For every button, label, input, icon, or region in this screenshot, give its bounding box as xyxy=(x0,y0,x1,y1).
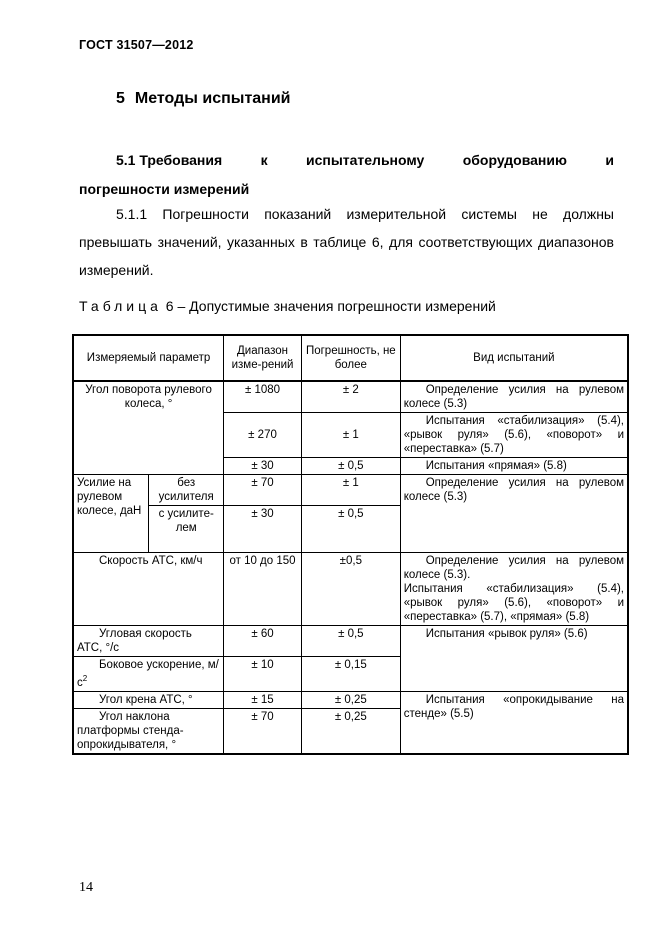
cell-error: ± 0,15 xyxy=(301,657,400,692)
subsection-word: 5.1 Требования xyxy=(116,152,223,168)
superscript: 2 xyxy=(82,674,88,683)
cell-test-type: Определение усилия на рулевом колесе (5.3) xyxy=(400,475,628,553)
cell-error: ± 0,5 xyxy=(301,458,400,475)
page-number: 14 xyxy=(79,880,93,895)
cell-test-type: Испытания «стабилизация» (5.4), «рывок руля» (5.6), «поворот» и «переставка» (5.7) xyxy=(400,413,628,458)
cell-range: ± 30 xyxy=(224,458,302,475)
table-row xyxy=(73,626,628,657)
cell-test-type-line: Испытания «стабилизация» (5.4), «рывок руля» (5.6), «поворот» и «переставка» (5.7), «прямая» (5.8) xyxy=(403,583,624,623)
cell-range: от 10 до 150 xyxy=(224,553,302,626)
table-caption-label: Таблица xyxy=(79,298,162,314)
cell-range: ± 60 xyxy=(224,626,302,657)
cell-range: ± 70 xyxy=(224,708,302,754)
section-title xyxy=(116,90,291,108)
cell-test-type: Испытания «рывок руля» (5.6) xyxy=(400,626,628,692)
subsection-line-2: погрешности измерений xyxy=(79,181,250,197)
cell-param-text: Боковое ускорение, м/с xyxy=(77,659,219,689)
table-row xyxy=(73,553,628,626)
subsection-title xyxy=(79,146,614,204)
cell-param: Угол наклона платформы стенда-опрокидывателя, ° xyxy=(73,708,224,754)
header-test-type: Вид испытаний xyxy=(400,335,628,381)
section-title-text: Методы испытаний xyxy=(134,90,291,107)
subsection-word: оборудованию xyxy=(462,152,567,168)
cell-test-type xyxy=(400,553,628,626)
cell-range: ± 70 xyxy=(224,475,302,506)
cell-error: ± 0,25 xyxy=(301,691,400,708)
paragraph-5-1-1: 5.1.1 Погрешности показаний измерительной системы не должны превышать значений, указанных в таблице 6, для соответствующих диапазонов измерений. xyxy=(79,206,614,278)
cell-range: ± 30 xyxy=(224,506,302,553)
cell-param xyxy=(73,657,224,692)
table-header-row xyxy=(73,335,628,381)
cell-test-type: Испытания «опрокидывание на стенде» (5.5) xyxy=(400,691,628,754)
cell-test-type-line: Определение усилия на рулевом колесе (5.3). xyxy=(403,555,624,581)
cell-range: ± 10 xyxy=(224,657,302,692)
cell-range: ± 15 xyxy=(224,691,302,708)
cell-error: ± 1 xyxy=(301,475,400,506)
cell-subparam: с усилите-лем xyxy=(149,506,224,553)
accuracy-table xyxy=(72,334,629,755)
cell-error: ± 0,5 xyxy=(301,626,400,657)
table-row xyxy=(73,691,628,708)
cell-param: Усилие на рулевом колесе, даН xyxy=(73,475,149,553)
cell-range: ± 1080 xyxy=(224,381,302,413)
cell-error: ± 1 xyxy=(301,413,400,458)
section-number: 5 xyxy=(116,90,125,107)
subsection-word: испытательному xyxy=(305,152,425,168)
table-row xyxy=(73,475,628,506)
cell-range: ± 270 xyxy=(224,413,302,458)
table-row xyxy=(73,381,628,413)
cell-param: Угол крена АТС, ° xyxy=(73,691,224,708)
header-error: Погрешность, не более xyxy=(301,335,400,381)
cell-subparam: без усилителя xyxy=(149,475,224,506)
document-code: ГОСТ 31507—2012 xyxy=(79,38,194,52)
cell-param: Угловая скорость АТС, °/с xyxy=(73,626,224,657)
header-parameter: Измеряемый параметр xyxy=(73,335,224,381)
table-caption-text: 6 – Допустимые значения погрешности измерений xyxy=(161,298,496,314)
header-range: Диапазон изме-рений xyxy=(224,335,302,381)
cell-error: ± 0,25 xyxy=(301,708,400,754)
cell-error: ±0,5 xyxy=(301,553,400,626)
cell-error: ± 2 xyxy=(301,381,400,413)
cell-test-type: Определение усилия на рулевом колесе (5.3) xyxy=(400,381,628,413)
subsection-word: к xyxy=(260,152,268,168)
cell-param: Скорость АТС, км/ч xyxy=(73,553,224,626)
cell-error: ± 0,5 xyxy=(301,506,400,553)
subsection-word: и xyxy=(605,152,614,168)
table-caption xyxy=(79,298,496,314)
cell-param: Угол поворота рулевого колеса, ° xyxy=(73,381,224,475)
cell-test-type: Испытания «прямая» (5.8) xyxy=(400,458,628,475)
